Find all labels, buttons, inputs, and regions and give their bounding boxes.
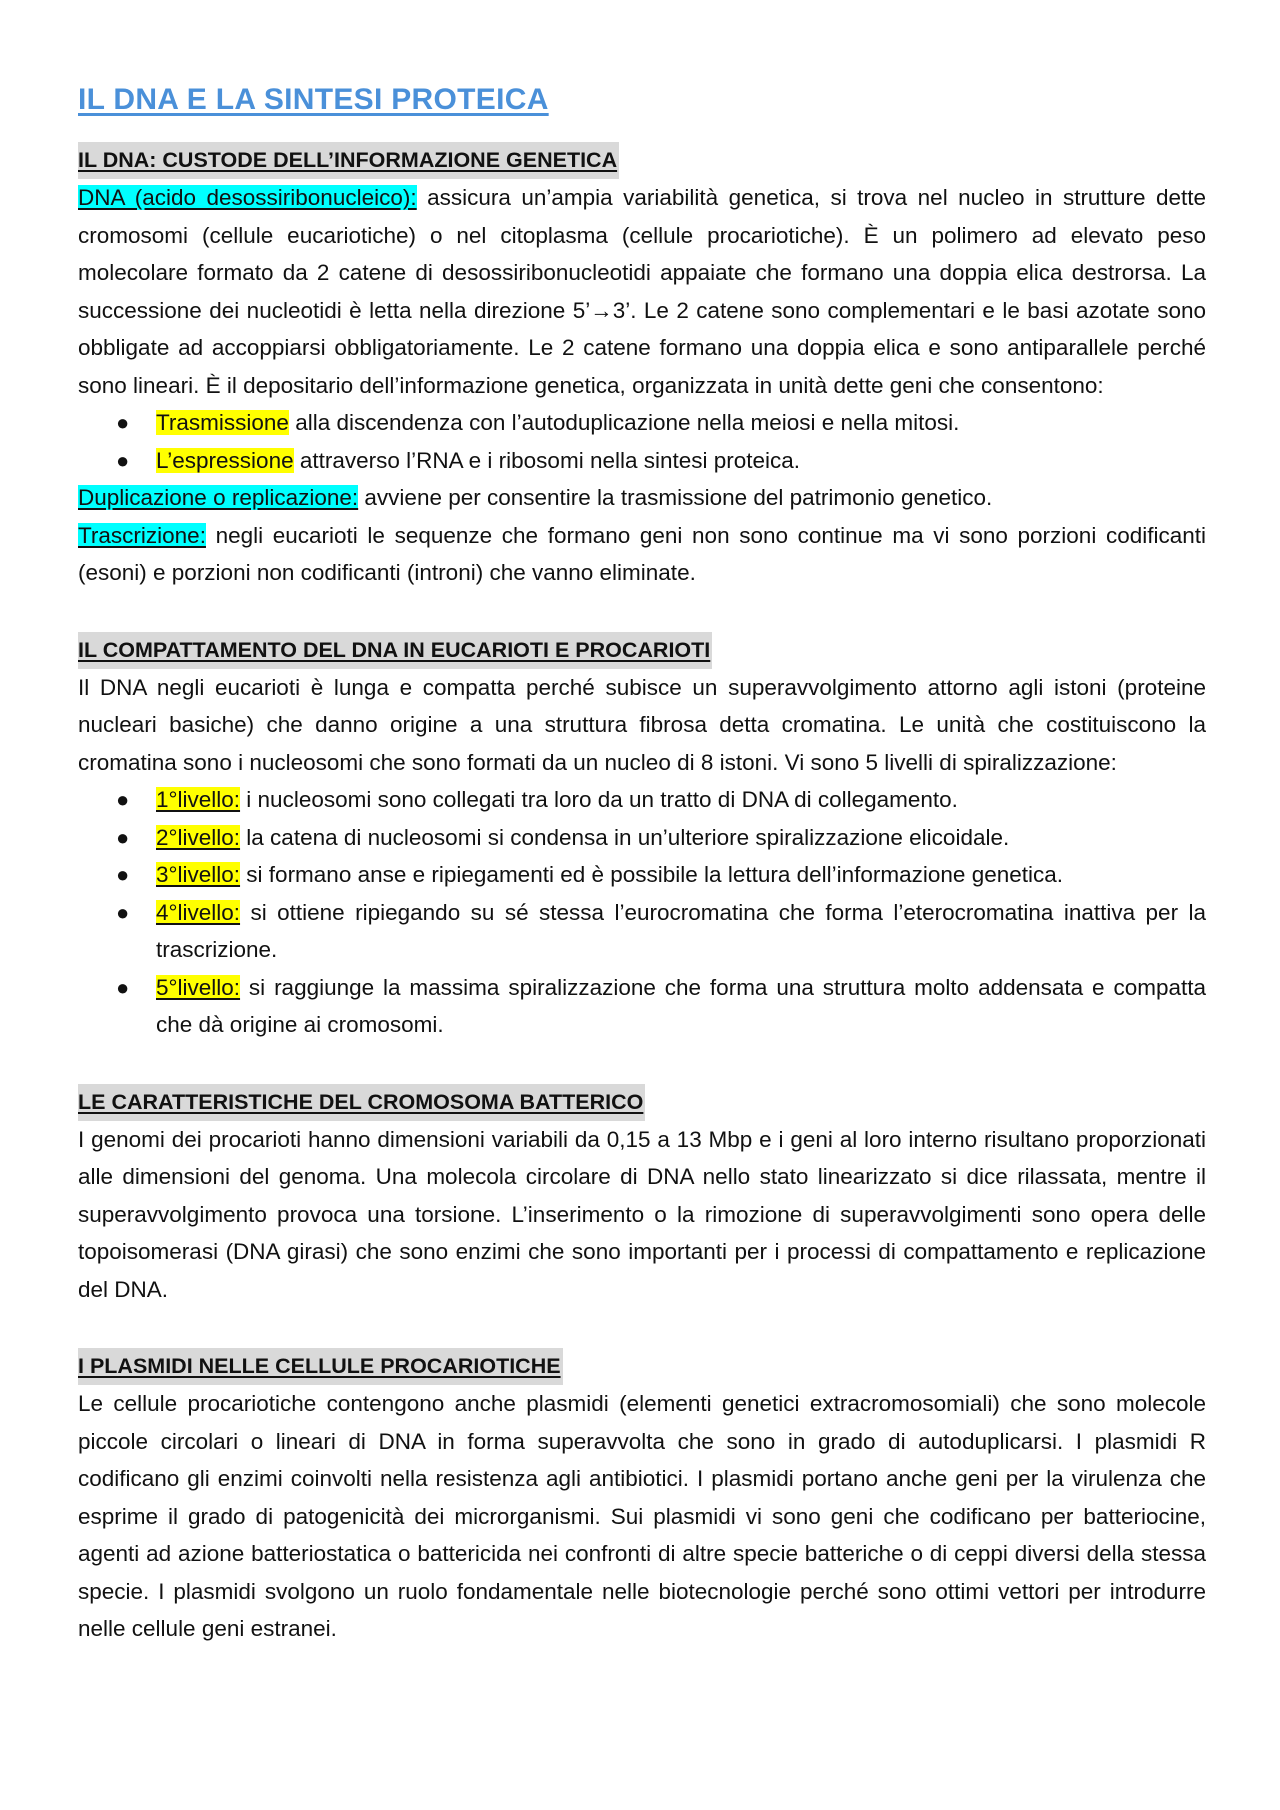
list-item xyxy=(78,969,1206,1044)
section-heading: I PLASMIDI NELLE CELLULE PROCARIOTICHE xyxy=(78,1348,563,1385)
section-heading: LE CARATTERISTICHE DEL CROMOSOMA BATTERICO xyxy=(78,1084,645,1121)
paragraph-text: I genomi dei procarioti hanno dimensioni variabili da 0,15 a 13 Mbp e i geni al loro interno risultano proporzionati alle dimensioni del genoma. Una molecola circolare di DNA nello stato linearizzato si dice rilassata, mentre il superavvolgimento provoca una torsione. L’inserimento o la rimozione di superavvolgimenti sono opera delle topoisomerasi (DNA girasi) che sono enzimi che sono importanti per i processi di compattamento e replicazione del DNA. xyxy=(78,1126,1206,1302)
section-heading: IL DNA: CUSTODE DELL’INFORMAZIONE GENETICA xyxy=(78,142,619,179)
bullet-icon: ● xyxy=(116,862,130,887)
document-page xyxy=(78,80,1206,1688)
term-highlight: 4°livello: xyxy=(156,899,241,925)
list-item xyxy=(78,894,1206,969)
list-item-text: si formano anse e ripiegamenti ed è possibile la lettura dell’informazione genetica. xyxy=(240,862,1064,887)
term-highlight: Trasmissione xyxy=(156,410,289,435)
term-highlight: 1°livello: xyxy=(156,787,241,812)
list-item xyxy=(78,442,1206,480)
bullet-list xyxy=(78,781,1206,1044)
list-item xyxy=(78,404,1206,442)
list-item xyxy=(78,781,1206,819)
term-highlight: Duplicazione o replicazione: xyxy=(78,485,359,510)
paragraph-text: assicura un’ampia variabilità genetica, si trova nel nucleo in strutture dette cromosomi (cellule eucariotiche) o nel citoplasma (cellule procariotiche). È un polimero ad elevato peso molecolare formato da 2 catene di desossiribonucleotidi appaiate che formano una doppia elica destrorsa. La successione dei nucleotidi è letta nella direzione 5’→3’. Le 2 catene sono complementari e le basi azotate sono obbligate ad accoppiarsi obbligatoriamente. Le 2 catene formano una doppia elica e sono antiparallele perché sono lineari. È il depositario dell’informazione genetica, organizzata in unità dette geni che consentono: xyxy=(78,185,1206,398)
list-item-text: si raggiunge la massima spiralizzazione che forma una struttura molto addensata e compatta che dà origine ai cromosomi. xyxy=(156,974,1206,1037)
bullet-icon: ● xyxy=(116,899,130,925)
section-cromosoma-batterico xyxy=(78,1084,1206,1309)
term-highlight: 5°livello: xyxy=(156,974,241,1000)
paragraph-text: Il DNA negli eucarioti è lunga e compatta perché subisce un superavvolgimento attorno agli istoni (proteine nucleari basiche) che danno origine a una struttura fibrosa detta cromatina. Le unità che costituiscono la cromatina sono i nucleosomi che sono formati da un nucleo di 8 istoni. Vi sono 5 livelli di spiralizzazione: xyxy=(78,674,1206,775)
list-item-text: alla discendenza con l’autoduplicazione nella meiosi e nella mitosi. xyxy=(288,410,960,435)
paragraph-text: avviene per consentire la trasmissione del patrimonio genetico. xyxy=(358,485,993,510)
list-item xyxy=(78,819,1206,857)
term-highlight: DNA (acido desossiribonucleico): xyxy=(78,185,417,210)
paragraph-duplicazione xyxy=(78,479,1206,517)
bullet-icon: ● xyxy=(116,974,130,1000)
section-dna-custode xyxy=(78,142,1206,592)
list-item-text: attraverso l’RNA e i ribosomi nella sintesi proteica. xyxy=(293,447,801,473)
paragraph-text: Le cellule procariotiche contengono anche plasmidi (elementi genetici extracromosomiali) che sono molecole piccole circolari o lineari di DNA in forma superavvolta che sono in grado di autoduplicarsi. I plasmidi R codificano gli enzimi coinvolti nella resistenza agli antibiotici. I plasmidi portano anche geni per la virulenza che esprime il grado di patogenicità dei microrganismi. Sui plasmidi vi sono geni che codificano per batteriocine, agenti ad azione batteriostatica o battericida nei confronti di altre specie batteriche o di ceppi diversi della stessa specie. I plasmidi svolgono un ruolo fondamentale nelle biotecnologie perché sono ottimi vettori per introdurre nelle cellule geni estranei. xyxy=(78,1391,1206,1641)
bullet-icon: ● xyxy=(116,787,130,812)
term-highlight: L’espressione xyxy=(156,447,294,473)
section-compattamento xyxy=(78,632,1206,1044)
bullet-icon: ● xyxy=(116,447,130,473)
paragraph-dna xyxy=(78,179,1206,404)
list-item-text: si ottiene ripiegando su sé stessa l’eurocromatina che forma l’eterocromatina inattiva per la trascrizione. xyxy=(156,899,1206,962)
list-item-text: i nucleosomi sono collegati tra loro da un tratto di DNA di collegamento. xyxy=(240,787,958,812)
list-item xyxy=(78,856,1206,894)
paragraph-trascrizione xyxy=(78,517,1206,592)
term-highlight: 2°livello: xyxy=(156,824,241,850)
document-title: IL DNA E LA SINTESI PROTEICA xyxy=(78,83,549,116)
term-highlight: 3°livello: xyxy=(156,862,241,887)
paragraph-text: negli eucarioti le sequenze che formano geni non sono continue ma vi sono porzioni codificanti (esoni) e porzioni non codificanti (introni) che vanno eliminate. xyxy=(78,522,1206,585)
bullet-icon: ● xyxy=(116,410,130,435)
bullet-icon: ● xyxy=(116,824,130,850)
bullet-list xyxy=(78,404,1206,479)
list-item-text: la catena di nucleosomi si condensa in un’ulteriore spiralizzazione elicoidale. xyxy=(240,824,1010,850)
term-highlight: Trascrizione: xyxy=(78,522,206,548)
section-heading: IL COMPATTAMENTO DEL DNA IN EUCARIOTI E PROCARIOTI xyxy=(78,632,712,669)
section-plasmidi xyxy=(78,1348,1206,1648)
